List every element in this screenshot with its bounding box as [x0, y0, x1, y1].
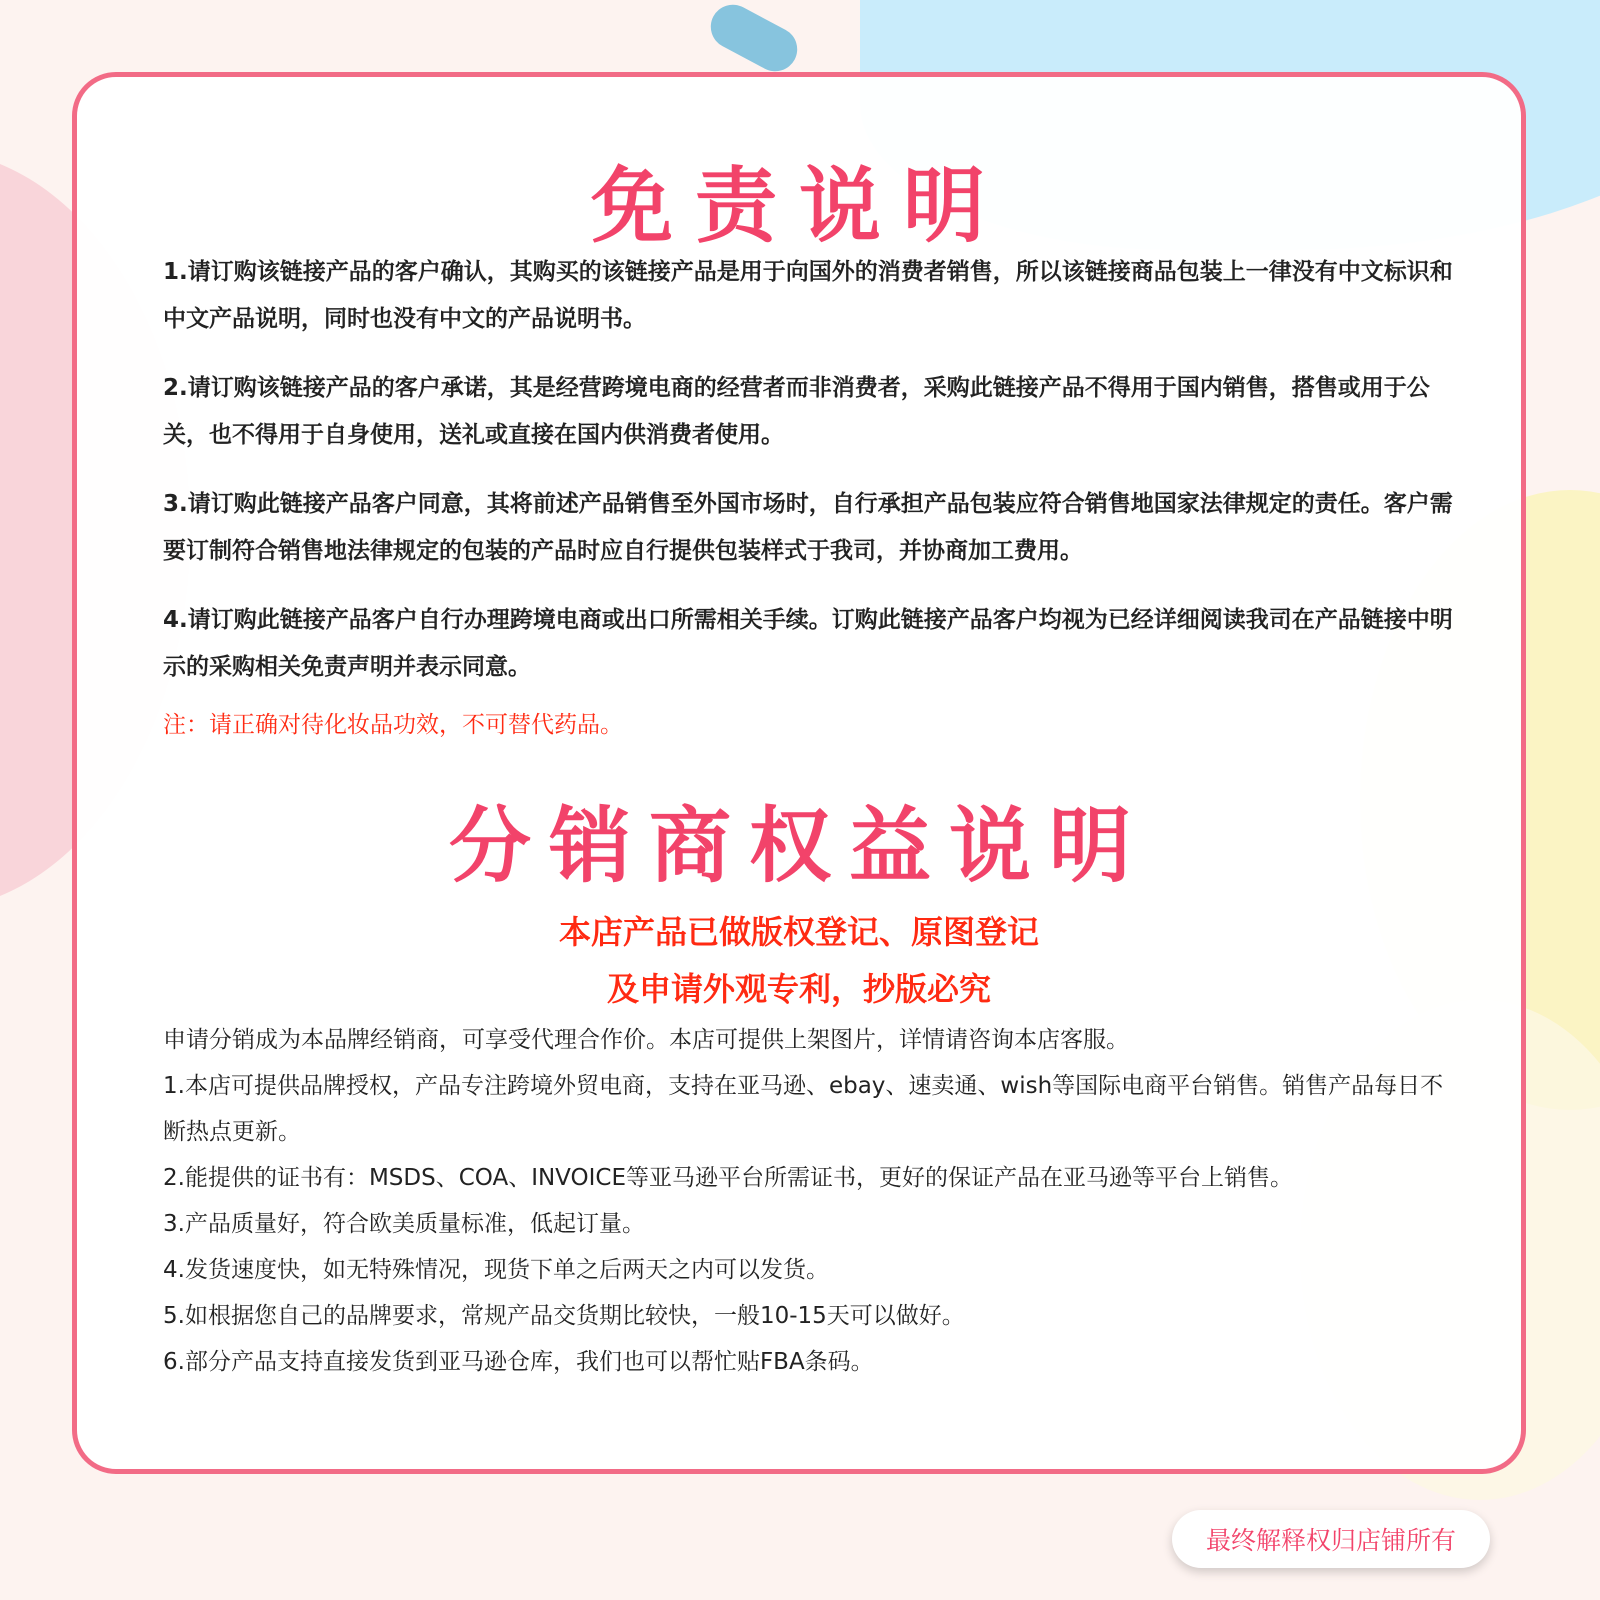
disclaimer-note: 注：请正确对待化妆品功效，不可替代药品。: [163, 712, 623, 738]
distributor-item-4: 4.发货速度快，如无特殊情况，现货下单之后两天之内可以发货。: [163, 1257, 829, 1283]
content-card: [72, 72, 1526, 1474]
disclaimer-title: 免责说明: [590, 159, 1007, 254]
footer-badge: 最终解释权归店铺所有: [1172, 1510, 1490, 1568]
disclaimer-item-2: 2.请订购该链接产品的客户承诺，其是经营跨境电商的经营者而非消费者，采购此链接产品不得用于国内销售，搭售或用于公关，也不得用于自身使用，送礼或直接在国内供消费者使用。: [163, 375, 1430, 448]
distributor-subtitle-2: 及申请外观专利，抄版必究: [606, 970, 991, 1008]
distributor-item-2: 2.能提供的证书有：MSDS、COA、INVOICE等亚马逊平台所需证书，更好的保证产品在亚马逊等平台上销售。: [163, 1165, 1293, 1191]
distributor-subtitle-1: 本店产品已做版权登记、原图登记: [558, 913, 1039, 951]
decorative-pill: [703, 0, 805, 79]
distributor-title: 分销商权益说明: [448, 799, 1149, 894]
disclaimer-item-1: 1.请订购该链接产品的客户确认，其购买的该链接产品是用于向国外的消费者销售，所以该链接商品包装上一律没有中文标识和中文产品说明，同时也没有中文的产品说明书。: [163, 259, 1453, 332]
distributor-item-1: 1.本店可提供品牌授权，产品专注跨境外贸电商，支持在亚马逊、ebay、速卖通、wish等国际电商平台销售。销售产品每日不断热点更新。: [163, 1073, 1444, 1145]
distributor-item-5: 5.如根据您自己的品牌要求，常规产品交货期比较快，一般10-15天可以做好。: [163, 1303, 965, 1329]
distributor-item-3: 3.产品质量好，符合欧美质量标准，低起订量。: [163, 1211, 645, 1237]
disclaimer-item-3: 3.请订购此链接产品客户同意，其将前述产品销售至外国市场时，自行承担产品包装应符合销售地国家法律规定的责任。客户需要订制符合销售地法律规定的包装的产品时应自行提供包装样式于我司，并协商加工费用。: [163, 491, 1453, 564]
distributor-intro: 申请分销成为本品牌经销商，可享受代理合作价。本店可提供上架图片，详情请咨询本店客服。: [163, 1027, 1129, 1053]
distributor-item-6: 6.部分产品支持直接发货到亚马逊仓库，我们也可以帮忙贴FBA条码。: [163, 1349, 874, 1375]
disclaimer-item-4: 4.请订购此链接产品客户自行办理跨境电商或出口所需相关手续。订购此链接产品客户均视为已经详细阅读我司在产品链接中明示的采购相关免责声明并表示同意。: [163, 607, 1453, 680]
